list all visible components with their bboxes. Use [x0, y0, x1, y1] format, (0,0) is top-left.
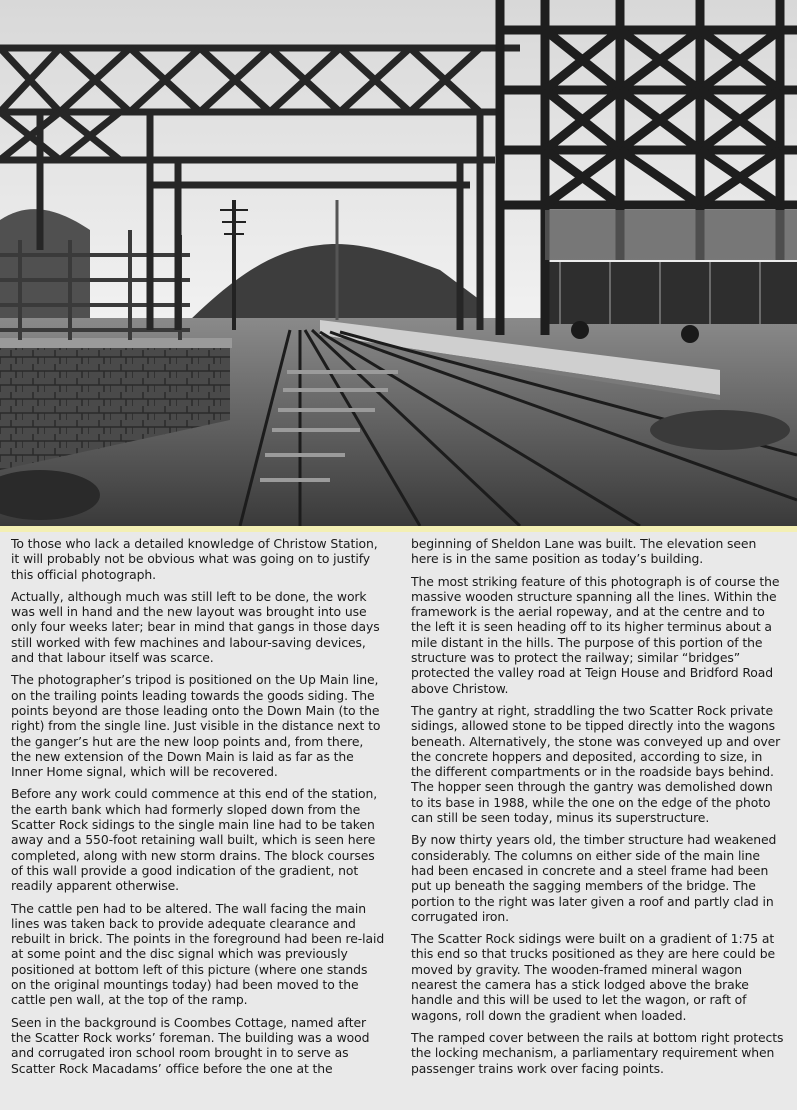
photograph-illustration: [0, 0, 797, 526]
text-column-left: [11, 536, 385, 1106]
paragraph: beginning of Sheldon Lane was built. The elevation seen here is in the same position as today’s building.: [411, 536, 757, 567]
text-column-right: [411, 536, 785, 1106]
paragraph: To those who lack a detailed knowledge of Christow Station, it will probably not be obvious what was going on to justify this official photograph.: [11, 536, 378, 582]
paragraph: The Scatter Rock sidings were built on a gradient of 1:75 at this end so that trucks positioned as they are here could be moved by gravity. The wooden-framed mineral wagon nearest the camera has a stick lodged above the brake handle and this will be used to let the wagon, or raft of wagons, roll down the gradient when loaded.: [411, 931, 776, 1023]
paragraph: The ramped cover between the rails at bottom right protects the locking mechanism, a parliamentary requirement when passenger trains work over facing points.: [411, 1029, 784, 1076]
paragraph: The cattle pen had to be altered. The wall facing the main lines was taken back to provide adequate clearance and rebuilt in brick. The points in the foreground had been re-laid at some point and the disc signal which was previously positioned at bottom left of this picture (where one stands on the original mountings today) had been moved to the cattle pen wall, at the top of the ramp.: [11, 900, 385, 1008]
paragraph: Before any work could commence at this end of the station, the earth bank which had formerly sloped down from the Scatter Rock sidings to the single main line had to be taken away and a 550-foot retaining wall built, which is seen here completed, along with new storm drains. The block courses of this wall provide a good indication of the gradient, not readily apparent otherwise.: [11, 786, 378, 894]
paragraph: The most striking feature of this photograph is of course the massive wooden structure spanning all the lines. Within the framework is the aerial ropeway, and at the centre and to the left it is seen heading off to its higher terminus about a mile distant in the hills. The purpose of this portion of the structure was to protect the railway; similar “bridges” protected the valley road at Teign House and Bridford Road above Christow.: [411, 573, 780, 696]
paragraph: The photographer’s tripod is positioned on the Up Main line, on the trailing points leading towards the goods siding. The points beyond are those leading onto the Down Main (to the right) from the single line. Just visible in the distance next to the ganger’s hut are the new loop points and, from there, the new extension of the Down Main is laid as far as the Inner Home signal, which will be recovered.: [11, 672, 381, 780]
railway-station-photograph: [0, 0, 797, 526]
paragraph: Seen in the background is Coombes Cottage, named after the Scatter Rock works’ foreman. The building was a wood and corrugated iron school room brought in to serve as Scatter Rock Macadams’ office before the one at the: [11, 1014, 370, 1076]
divider: [0, 526, 797, 532]
paragraph: Actually, although much was still left to be done, the work was well in hand and the new layout was brought into use only four weeks later; bear in mind that gangs in those days still worked with few machines and labour-saving devices, and that labour itself was scarce.: [11, 588, 380, 666]
article-text: [0, 536, 797, 1106]
paragraph: By now thirty years old, the timber structure had weakened considerably. The columns on either side of the main line had been encased in concrete and a steel frame had been put up beneath the sagging members of the bridge. The portion to the right was later given a roof and partly clad in corrugated iron.: [411, 832, 777, 924]
paragraph: The gantry at right, straddling the two Scatter Rock private sidings, allowed stone to be tipped directly into the wagons beneath. Alternatively, the stone was conveyed up and over the concrete hoppers and deposited, according to size, in the different compartments or in the roadside bays behind. The hopper seen through the gantry was demolished down to its base in 1988, while the one on the edge of the photo can still be seen today, minus its superstructure.: [411, 702, 781, 826]
